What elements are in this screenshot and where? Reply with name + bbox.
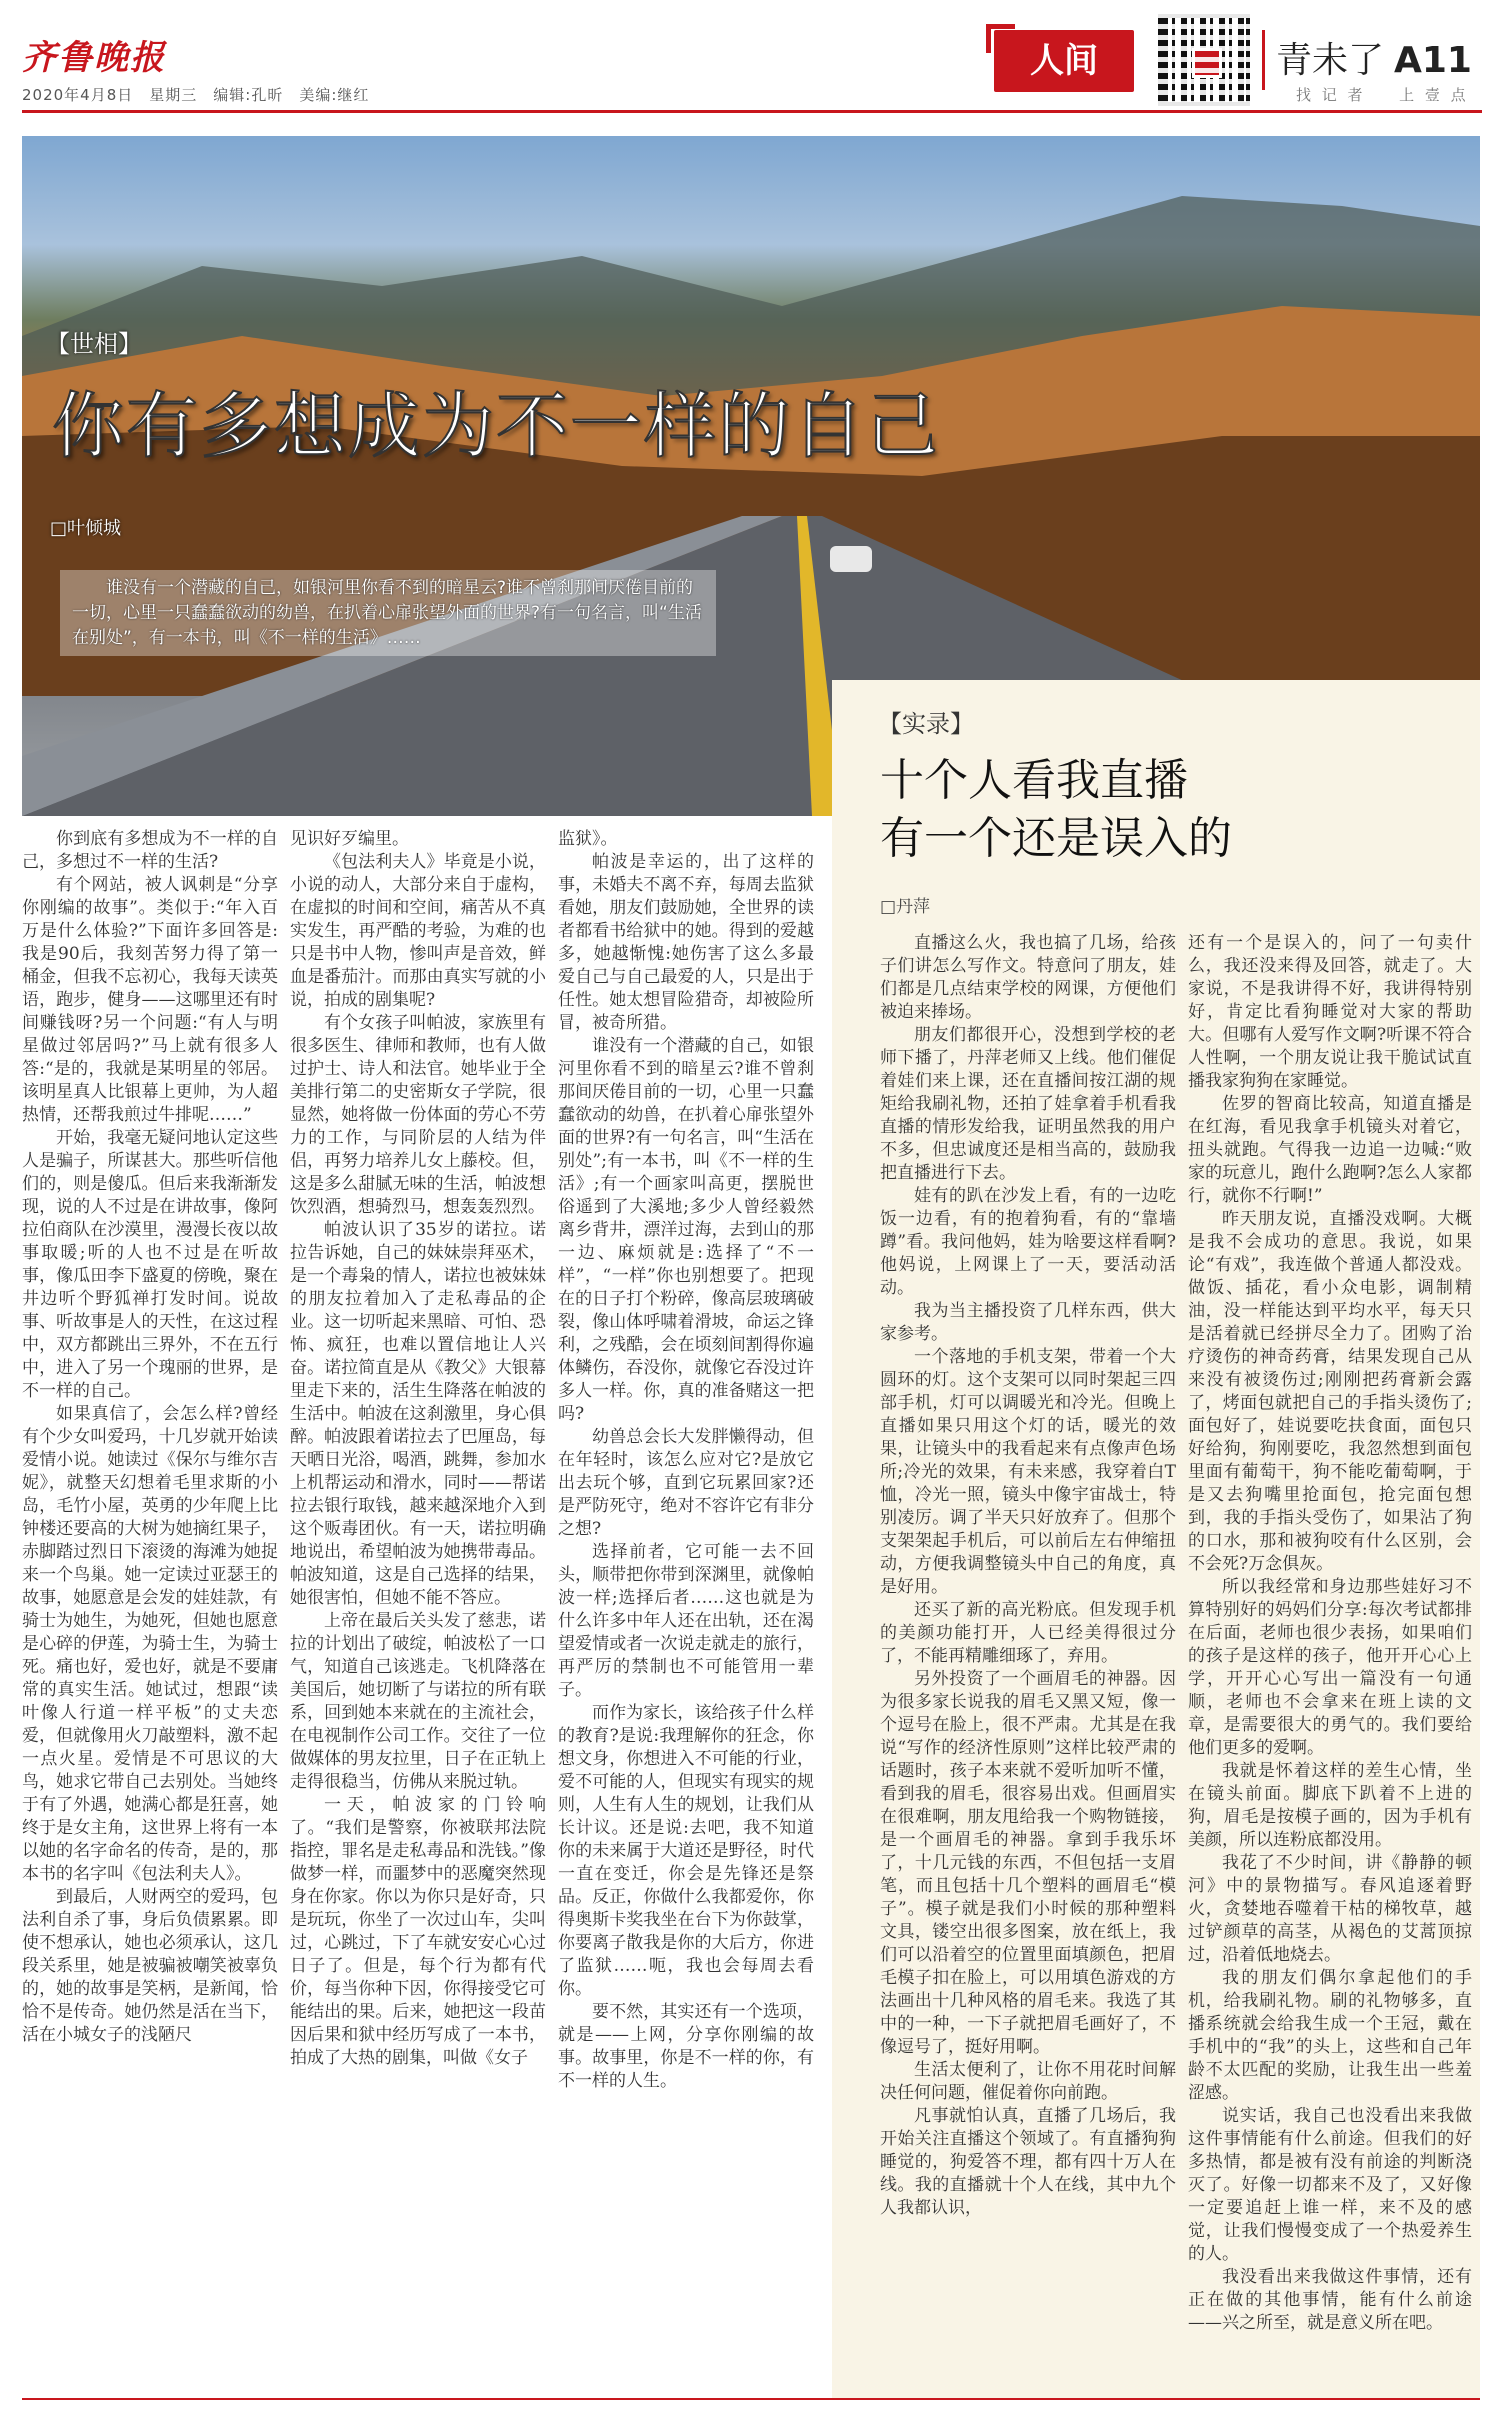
paragraph: 一个落地的手机支架，带着一个大圆环的灯。这个支架可以同时架起三四部手机，灯可以调暖光和冷光。但晚上直播如果只用这个灯的话，暖光的效果，让镜头中的我看起来有点像声色场所;冷光的效果，有未来感，我穿着白T恤，冷光一照，镜头中像宇宙战士，特别凌厉。调了半天只好放弃了。但那个支架架起手机后，可以前后左右伸缩扭动，方便我调整镜头中自己的角度，真是好用。 [880,1347,1176,1597]
paragraph: 上帝在最后关头发了慈悲，诺拉的计划出了破绽，帕波松了一口气，知道自己该逃走。飞机降落在美国后，她切断了与诺拉的所有联系，回到她本来就在的主流社会，在电视制作公司工作。交往了一位做媒体的男友拉里，日子在正轨上走得很稳当，仿佛从来脱过轨。 [290,1611,546,1792]
paragraph: 我为当主播投资了几样东西，供大家参考。 [880,1301,1176,1344]
paragraph: 有个网站，被人讽刺是“分享你刚编的故事”。类似于:“年入百万是什么体验?”下面许多回答是:我是90后，我刻苦努力得了第一桶金，但我不忘初心，我每天读英语，跑步，健身——这哪里还有时间赚钱呀?另一个问题:“有人与明星做过邻居吗?”马上就有很多人答:“是的，我就是某明星的邻居。该明星真人比银幕上更帅，为人超热情，还帮我煎过牛排呢……” [22,875,278,1125]
story2-column-2 [1188,932,1472,2392]
page-label [1276,32,1472,83]
paragraph: 要不然，其实还有一个选项，就是——上网，分享你刚编的故事。故事里，你是不一样的你，有不一样的人生。 [558,2002,814,2091]
paragraph: 我没看出来我做这件事情，还有正在做的其他事情，能有什么前途——兴之所至，就是意义所在吧。 [1188,2267,1472,2333]
story1-column-1 [22,828,278,2388]
paragraph: 还有一个是误入的，问了一句卖什么，我还没来得及回答，就走了。大家说，不是我讲得不好，我讲得特别好，肯定比看狗睡觉对大家的帮助大。但哪有人爱写作文啊?听课不符合人性啊，一个朋友说让我干脆试试直播我家狗狗在家睡觉。 [1188,933,1472,1091]
story2-title-line2: 有一个还是误入的 [880,813,1232,864]
paragraph: 帕波认识了35岁的诺拉。诺拉告诉她，自己的妹妹崇拜巫术，是一个毒枭的情人，诺拉也被妹妹的朋友拉着加入了走私毒品的企业。这一切听起来黑暗、可怕、恐怖、疯狂，也难以置信地让人兴奋。诺拉简直是从《教父》大银幕里走下来的，活生生降落在帕波的生活中。帕波在这刹激里，身心俱醉。帕波跟着诺拉去了巴厘岛，每天晒日光浴，喝酒，跳舞，参加水上机帮运动和滑水，同时——帮诺拉去银行取钱，越来越深地介入到这个贩毒团伙。有一天，诺拉明确地说出，希望帕波为她携带毒品。帕波知道，这是自己选择的结果，她很害怕，但她不能不答应。 [290,1220,546,1608]
qr-code-pattern [1158,14,1250,106]
story1-author: □叶倾城 [50,518,122,539]
paragraph: 而作为家长，该给孩子什么样的教育?是说:我理解你的狂念，你想文身，你想进入不可能的行业，爱不可能的人，但现实有现实的规则，人生有人生的规划，让我们从长计议。还是说:去吧，我不知道你的未来属于大道还是野径，时代一直在变迁，你会是先锋还是祭品。反正，你做什么我都爱你，你得奥斯卡奖我坐在台下为你鼓掌，你要离子散我是你的大后方，你进了监狱……呃，我也会每周去看你。 [558,1703,814,1999]
paragraph: 我花了不少时间，讲《静静的顿河》中的景物描写。春风追逐着野火，贪婪地吞噬着干枯的梯牧草，越过铲颜草的高茎，从褐色的艾蒿顶掠过，沿着低地烧去。 [1188,1853,1472,1965]
paragraph: 《包法利夫人》毕竟是小说，小说的动人，大部分来自于虚构，在虚拟的时间和空间，痛苦从不真实发生，再严酷的考验，为难的也只是书中人物，惨叫声是音效，鲜血是番茄汁。而那由真实写就的小说，拍成的剧集呢? [290,852,546,1010]
date-line: 2020年4月8日 星期三 编辑:孔昕 美编:继红 [22,86,370,104]
section-tab: 人间 [994,30,1134,92]
paragraph: 幼兽总会长大发胖懒得动，但在年轻时，该怎么应对它?是放它出去玩个够，直到它玩累回家?还是严防死守，绝对不容许它有非分之想? [558,1427,814,1539]
header-divider [1262,30,1265,90]
paragraph: 开始，我毫无疑问地认定这些人是骗子，所谋甚大。那些听信他们的，则是傻瓜。但后来我渐渐发现，说的人不过是在讲故事，像阿拉伯商队在沙漠里，漫漫长夜以故事取暖;听的人也不过是在听故事，像瓜田李下盛夏的傍晚，聚在井边听个野狐禅打发时间。说故事、听故事是人的天性，在这过程中，双方都跳出三界外，不在五行中，进入了另一个瑰丽的世界，是不一样的自己。 [22,1128,278,1401]
story1-tag: 【世相】 [46,330,142,358]
paragraph: 选择前者，它可能一去不回头，顺带把你带到深渊里，就像帕波一样;选择后者……这也就是为什么许多中年人还在出轨，还在渴望爱情或者一次说走就走的旅行，再严厉的禁制也不可能管用一辈子。 [558,1542,814,1700]
story2-tag: 【实录】 [878,710,974,738]
story1-column-2 [290,828,546,2388]
paragraph: 凡事就怕认真，直播了几场后，我开始关注直播这个领域了。有直播狗狗睡觉的，狗爱答不理，都有四十万人在线。我的直播就十个人在线，其中九个人我都认识， [880,2106,1176,2218]
paragraph: 有个女孩子叫帕波，家族里有很多医生、律师和教师，也有人做过护士、诗人和法官。她毕业于全美排行第二的史密斯女子学院，很显然，她将做一份体面的劳心不劳力的工作，与同阶层的人结为伴侣，再努力培养儿女上藤校。但，这是多么甜腻无味的生活，帕波想饮烈酒，想骑烈马，想轰轰烈烈。 [290,1013,546,1217]
paper-name: 齐鲁晚报 [22,38,166,78]
paragraph: 到最后，人财两空的爱玛，包法利自杀了事，身后负债累累。即使不想承认，她也必须承认，这几段关系里，她是被骗被嘲笑被辜负的，她的故事是笑柄，是新闻，恰恰不是传奇。她仍然是活在当下，活在小城女子的浅陋尺 [22,1887,278,2045]
paragraph: 见识好歹编里。 [290,829,409,849]
story2-title-line1: 十个人看我直播 [880,755,1188,806]
paragraph: 所以我经常和身边那些娃好习不算特别好的妈妈们分享:每次考试都排在后面，老师也很少表扬，如果咱们的孩子是这样的孩子，他开开心心上学，开开心心写出一篇没有一句通顺，老师也不会拿来在班上读的文章，是需要很大的勇气的。我们要给他们更多的爱啊。 [1188,1577,1472,1758]
paragraph: 我就是怀着这样的差生心情，坐在镜头前面。脚底下趴着不上进的狗，眉毛是按模子画的，因为手机有美颜，所以连粉底都没用。 [1188,1761,1472,1850]
paragraph: 娃有的趴在沙发上看，有的一边吃饭一边看，有的抱着狗看，有的“靠墙蹲”看。我问他妈，娃为啥要这样看啊?他妈说，上网课上了一天，要活动活动。 [880,1186,1176,1298]
car [830,546,872,572]
story2-column-1 [880,932,1176,2392]
bottom-rule [22,2398,1480,2400]
paragraph: 帕波是幸运的，出了这样的事，未婚夫不离不弃，每周去监狱看她，朋友们鼓励她，全世界的读者都看书给狱中的她。得到的爱越多，她越惭愧:她伤害了这么多最爱自己与自己最爱的人，只是出于任性。她太想冒险猎奇，却被险所冒，被奇所猎。 [558,852,814,1033]
paragraph: 还买了新的高光粉底。但发现手机的美颜功能打开，人已经美得很过分了，不能再精雕细琢了，弃用。 [880,1600,1176,1666]
paragraph: 如果真信了，会怎么样?曾经有个少女叫爱玛，十几岁就开始读爱情小说。她读过《保尔与维尔吉妮》，就整天幻想着毛里求斯的小岛，毛竹小屋，英勇的少年爬上比钟楼还要高的大树为她摘红果子，赤脚踏过烈日下滚烫的海滩为她捉来一个鸟巢。她一定读过亚瑟王的故事，她愿意是会发的娃娃款，有骑士为她生，为她死，但她也愿意是心碎的伊莲，为骑士生，为骑士死。痛也好，爱也好，就是不要庸常的真实生活。她试过，想跟“读叶像人行道一样平板”的丈夫恋爱，但就像用火刀敲塑料，激不起一点火星。爱情是不可思议的大鸟，她求它带自己去别处。当她终于有了外遇，她满心都是狂喜，她终于是女主角，这世界上将有一本以她的名字命名的传奇，是的，那本书的名字叫《包法利夫人》。 [22,1404,278,1884]
story2-author: □丹萍 [880,897,931,917]
paragraph: 另外投资了一个画眉毛的神器。因为很多家长说我的眉毛又黑又短，像一个逗号在脸上，很不严肃。尤其是在我说“写作的经济性原则”这样比较严肃的话题时，孩子本来就不爱听加听不懂，看到我的眉毛，很容易出戏。但画眉实在很难啊，朋友甩给我一个购物链接，是一个画眉毛的神器。拿到手我乐坏了，十几元钱的东西，不但包括一支眉笔，而且包括十几个塑料的画眉毛“模子”。模子就是我们小时候的那种塑料文具，镂空出很多图案，放在纸上，我们可以沿着空的位置里面填颜色，把眉毛模子扣在脸上，可以用填色游戏的方法画出十几种风格的眉毛来。我选了其中的一种，一下子就把眉毛画好了，不像逗号了，挺好用啊。 [880,1669,1176,2057]
page-number: A11 [1394,40,1472,81]
story2-title [880,752,1480,868]
paragraph: 生活太便利了，让你不用花时间解决任何问题，催促着你向前跑。 [880,2060,1176,2103]
page-label-text: 青未了 [1276,40,1385,81]
paragraph: 谁没有一个潜藏的自己，如银河里你看不到的暗星云?谁不曾刹那间厌倦目前的一切，心里一只蠢蠢欲动的幼兽，在扒着心扉张望外面的世界?有一句名言，叫“生活在别处”;有一本书，叫《不一样的生活》;有一个画家叫高更，摆脱世俗遥到了大溪地;多少人曾经毅然离乡背井，漂洋过海，去到山的那一边、麻烦就是:选择了“不一样”，“一样”你也别想要了。把现在的日子打个粉碎，像高层玻璃破裂，像山体呼啸着滑坡，命运之锋利，之残酷，会在顷刻间割得你遍体鳞伤，吞没你，就像它吞没过许多人一样。你，真的准备赌这一把吗? [558,1036,814,1424]
paragraph: 佐罗的智商比较高，知道直播是在红海，看见我拿手机镜头对着它，扭头就跑。气得我一边追一边喊:“败家的玩意儿，跑什么跑啊?怎么人家都行，就你不行啊!” [1188,1094,1472,1206]
story1-lede: 谁没有一个潜藏的自己，如银河里你看不到的暗星云?谁不曾刹那间厌倦目前的一切，心里一只蠢蠢欲动的幼兽，在扒着心扉张望外面的世界?有一句名言，叫“生活在别处”，有一本书，叫《不一样的生活》…… [60,570,716,656]
editor-credits: 找 记 者 上 壹 点 [1296,86,1469,104]
story1-column-3 [558,828,814,2388]
paragraph: 我的朋友们偶尔拿起他们的手机，给我刷礼物。刷的礼物够多，直播系统就会给我生成一个王冠，戴在手机中的“我”的头上，这些和自己年龄不太匹配的奖励，让我生出一些羞涩感。 [1188,1968,1472,2103]
paragraph: 一天，帕波家的门铃响了。“我们是警察，你被联邦法院指控，罪名是走私毒品和洗钱。”像做梦一样，而噩梦中的恶魔突然现身在你家。你以为你只是好奇，只是玩玩，你坐了一次过山车，尖叫过，心跳过，下了车就安安心心过日子了。但是，每个行为都有代价，每当你种下因，你得接受它可能结出的果。后来，她把这一段苗因后果和狱中经历写成了一本书，拍成了大热的剧集，叫做《女子 [290,1795,546,2068]
masthead [0,0,1500,120]
paragraph: 监狱》。 [558,829,618,849]
paragraph: 说实话，我自己也没看出来我做这件事情能有什么前途。但我们的好多热情，都是被有没有前途的判断浇灭了。好像一切都来不及了，又好像一定要追赶上谁一样，来不及的感觉，让我们慢慢变成了一个热爱养生的人。 [1188,2106,1472,2264]
paragraph: 直播这么火，我也搞了几场，给孩子们讲怎么写作文。特意问了朋友，娃们都是几点结束学校的网课，方便他们被迫来捧场。 [880,933,1176,1022]
story1-title: 你有多想成为不一样的自己 [52,384,941,468]
paragraph: 昨天朋友说，直播没戏啊。大概是我不会成功的意思。我说，如果论“有戏”，我连做个普通人都没戏。做饭、插花，看小众电影，调制精油，没一样能达到平均水平，每天只是活着就已经拼尽全力了。团购了治疗烫伤的神奇药膏，结果发现自己从来没有被烫伤过;刚刚把药膏新会露了，烤面包就把自己的手指头烫伤了;面包好了，娃说要吃扶食面，面包只好给狗，狗刚要吃，我忽然想到面包里面有葡萄干，狗不能吃葡萄啊，于是又去狗嘴里抢面包，抢完面包想到，我的手指头受伤了，如果沾了狗的口水，那和被狗咬有什么区别，会不会死?万念俱灰。 [1188,1209,1472,1574]
paragraph: 朋友们都很开心，没想到学校的老师下播了，丹萍老师又上线。他们催促着娃们来上课，还在直播间按江湖的规矩给我刷礼物，还拍了娃拿着手机看我直播的情形发给我，证明虽然我的用户不多，但忠诚度还是相当高的，鼓励我把直播进行下去。 [880,1025,1176,1183]
header-rule [22,110,1482,113]
paragraph: 你到底有多想成为不一样的自己，多想过不一样的生活? [22,829,278,872]
